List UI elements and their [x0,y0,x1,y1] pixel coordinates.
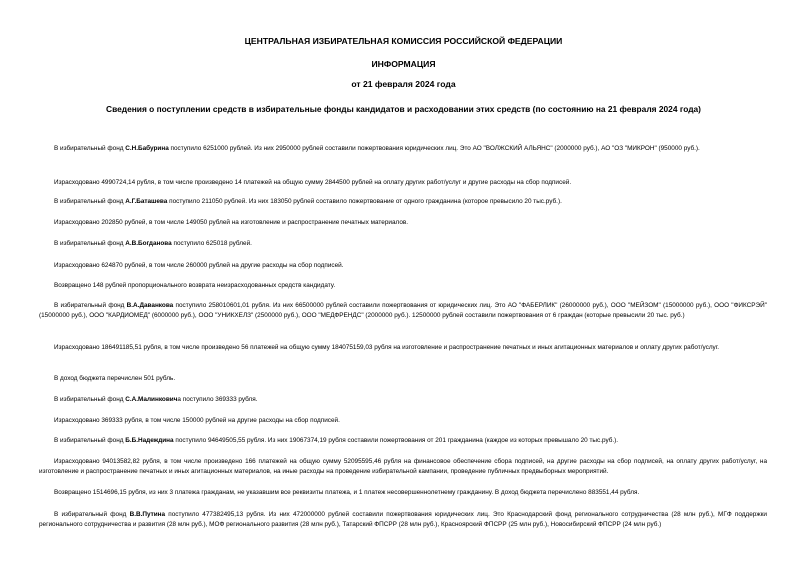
document-subject: Сведения о поступлении средств в избирательные фонды кандидатов и расходовании этих средств (по состоянию на 21 февраля 2024 года) [106,104,701,114]
paragraph-bogdanov-refund: Возвращено 148 рублей пропорционального возврата неизрасходованных средств кандидату. [54,282,336,289]
paragraph-nadezhdin-expenses: Израсходовано 94013582,82 рубля, в том числе произведено 166 платежей на общую сумму 52095595,46 рубля на финансовое обеспечение сбора подписей, на другие расходы на сбор подписей, на оплату других работ/услуг, на изготовление и распространение печатных и иных агитационных материалов, на иные расходы на проведение избирательной кампании, проведение публичных предвыборных мероприятий. [39,458,767,475]
paragraph-batashev-income: В избирательный фонд А.Г.Баташева поступило 211050 рублей. Из них 183050 рублей составило пожертвование от одного гражданина (которое превысило 20 тыс.руб.). [54,198,562,205]
paragraph-bogdanov-income: В избирательный фонд А.В.Богданова поступило 625018 рублей. [54,240,252,247]
candidate-name: В.В.Путина [129,511,166,518]
paragraph-malinkovich-expenses: Израсходовано 369333 рубля, в том числе 150000 рублей на другие расходы на сбор подписей. [54,417,340,424]
candidate-name: А.В.Богданова [125,240,172,247]
paragraph-nadezhdin-refund: Возвращено 1514696,15 рубля, из них 3 платежа гражданам, не указавшим все реквизиты платежа, и 1 платеж несовершеннолетнему гражданину. В доход бюджета перечислено 883551,44 рубля. [54,489,640,496]
paragraph-putin-income: В избирательный фонд В.В.Путина поступило 477382495,13 рубля. Из них 472000000 рублей составили пожертвования юридических лиц. Это Краснодарский фонд регионального сотрудничества (28 млн руб.), МГФ поддержки регионального сотрудничества и развития (28 млн руб.), МОФ регионального развития (28 млн руб.), Татарский ФПСРР (28 млн руб.), Красноярский ФПСРР (25 млн руб.), Новосибирский ФПСРР (24 млн руб.) [39,511,767,528]
candidate-name: А.Г.Баташева [125,198,168,205]
document-title: ИНФОРМАЦИЯ [371,59,436,69]
paragraph-batashev-expenses: Израсходовано 202850 рублей, в том числе 149050 рублей на изготовление и распространение печатных материалов. [54,219,409,226]
candidate-name: В.А.Даванкова [126,302,174,309]
paragraph-bogdanov-expenses: Израсходовано 624870 рублей, в том числе 260000 рублей на другие расходы на сбор подписей. [54,262,344,269]
paragraph-malinkovich-income: В избирательный фонд С.А.Малинковича поступило 369333 рубля. [54,396,258,403]
paragraph-davankov-budget: В доход бюджета перечислен 501 рубль. [54,375,176,382]
candidate-name: Б.Б.Надеждина [125,437,174,444]
document-date: от 21 февраля 2024 года [351,79,456,89]
candidate-name: С.А.Малинкович [125,396,178,403]
paragraph-davankov-expenses: Израсходовано 186491185,51 рубля, в том числе произведено 56 платежей на общую сумму 184075159,03 рубля на изготовление и распространение печатных и иных агитационных материалов и оплату других работ/услуг. [54,344,720,351]
candidate-name: С.Н.Бабурина [125,145,169,152]
paragraph-baburin-expenses: Израсходовано 4990724,14 рубля, в том числе произведено 14 платежей на общую сумму 2844500 рублей на оплату других работ/услуг и другие расходы на сбор подписей. [54,179,572,186]
commission-name: ЦЕНТРАЛЬНАЯ ИЗБИРАТЕЛЬНАЯ КОМИССИЯ РОССИЙСКОЙ ФЕДЕРАЦИИ [244,36,563,46]
paragraph-nadezhdin-income: В избирательный фонд Б.Б.Надеждина поступило 94649505,55 рубля. Из них 19067374,19 рубля составили пожертвования от 201 гражданина (каждое из которых превышало 20 тыс.руб.). [54,437,619,444]
paragraph-davankov-income: В избирательный фонд В.А.Даванкова поступило 258010601,01 рубля. Из них 66500000 рублей составили пожертвования от юридических лиц. Это АО "ФАБЕРЛИК" (26000000 руб.), ООО "МЕЙЗОМ" (15000000 руб.), ООО "ФИКСРЭЙ" (15000000 руб.), ООО "КАРДИОМЕД" (6000000 руб.), ООО "УНИКХЕЛЗ" (2500000 руб.), ООО "МЕДФРЕНДС" (2000000 руб.). 12500000 рублей составили пожертвования от 6 граждан (которые превысили 20 тыс. руб.) [39,302,767,319]
paragraph-baburin-income: В избирательный фонд С.Н.Бабурина поступило 6251000 рублей. Из них 2950000 рублей составили пожертвования юридических лиц. Это АО "ВОЛЖСКИЙ АЛЬЯНС" (2000000 руб.), АО "ОЗ "МИКРОН" (950000 руб.). [54,145,700,152]
